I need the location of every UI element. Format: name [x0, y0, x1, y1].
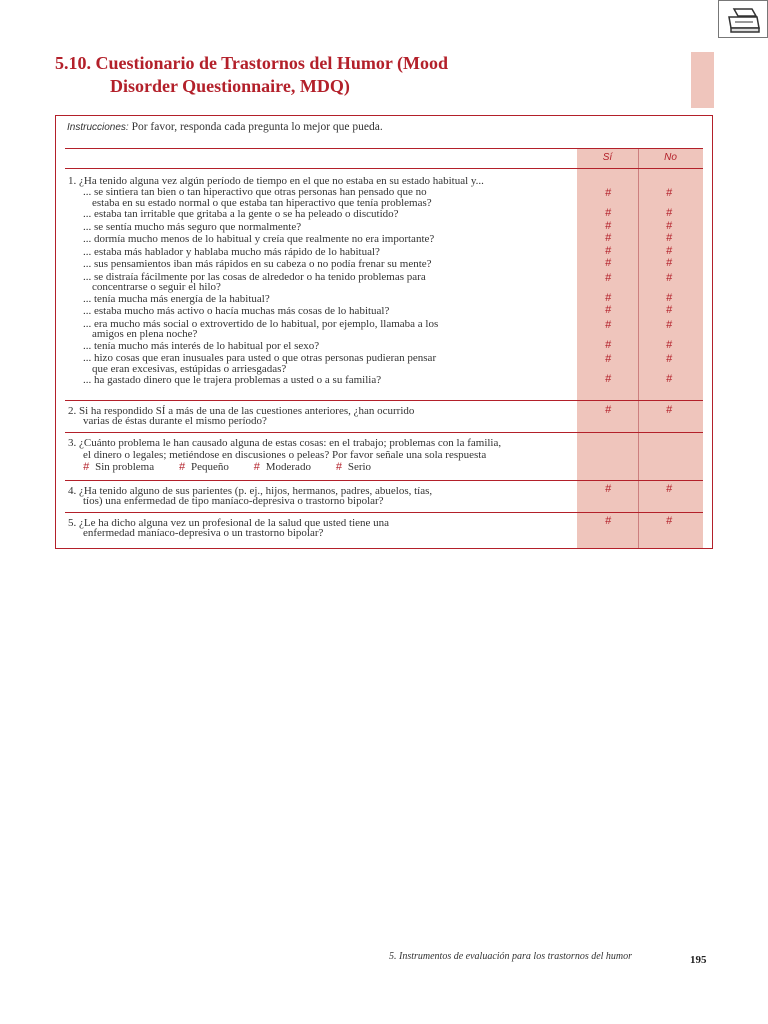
q1-item-text-continuation: concentrarse o seguir el hilo?	[92, 281, 221, 293]
q1-item-12-no-checkbox[interactable]: #	[665, 353, 673, 365]
q1-item-text-continuation: estaba en su estado normal o que estaba tan hiperactivo que tenía problemas?	[92, 196, 432, 209]
q1-item-text: ... sus pensamientos iban más rápidos en su cabeza o no podía frenar su mente?	[83, 258, 432, 270]
q1-item-7-yes-checkbox[interactable]: #	[604, 271, 612, 284]
q1-item-text: ... ha gastado dinero que le trajera problemas a usted o a su familia?	[83, 374, 382, 386]
q1-item-8-no-checkbox[interactable]: #	[665, 291, 673, 304]
q3-option-4[interactable]: # Serio	[335, 461, 372, 473]
printer-icon	[726, 6, 762, 34]
q1-item-1-no-checkbox[interactable]: #	[665, 187, 673, 199]
divider	[65, 432, 703, 433]
q3-option-1[interactable]: # Sin problema	[83, 461, 155, 473]
title-line-2: Disorder Questionnaire, MDQ)	[110, 76, 350, 96]
question-1-text: 1. ¿Ha tenido alguna vez algún período de tiempo en el que no estaba en su estado habitual y...	[68, 175, 484, 187]
questionnaire-box	[55, 115, 713, 549]
instructions-text: Por favor, responda cada pregunta lo mejor que pueda.	[128, 121, 383, 133]
q1-item-5-no-checkbox[interactable]: #	[665, 244, 673, 257]
q3-option-3[interactable]: # Moderado	[253, 461, 311, 473]
question-5-line-1: 5. ¿Le ha dicho alguna vez un profesional de la salud que usted tiene una	[68, 517, 390, 529]
print-button[interactable]	[718, 0, 768, 38]
divider	[65, 400, 703, 401]
q1-item-text-continuation: que eran excesivas, estúpidas o arriesgadas?	[92, 362, 287, 375]
footer-chapter-title: 5. Instrumentos de evaluación para los trastornos del humor	[389, 951, 633, 962]
q1-item-text: ... se distraía fácilmente por las cosas de alrededor o ha tenido problemas para	[83, 270, 426, 283]
question-2-line-1: 2. Si ha respondido SÍ a más de una de las cuestiones anteriores, ¿han ocurrido	[68, 405, 415, 417]
divider	[65, 480, 703, 481]
question-2-line-2: varias de éstas durante el mismo período?	[83, 415, 267, 427]
q1-item-text: ... dormía mucho menos de lo habitual y creía que realmente no era importante?	[83, 233, 435, 245]
q1-item-3-no-checkbox[interactable]: #	[665, 219, 673, 232]
q1-item-text: ... hizo cosas que eran inusuales para usted o que otras personas pudieran pensar	[83, 352, 437, 364]
q1-item-2-yes-checkbox[interactable]: #	[604, 207, 612, 219]
chapter-side-tab	[691, 52, 714, 108]
q1-item-2-no-checkbox[interactable]: #	[665, 207, 673, 219]
q1-item-7-no-checkbox[interactable]: #	[665, 271, 673, 284]
instructions	[67, 121, 383, 133]
q1-item-3-yes-checkbox[interactable]: #	[604, 219, 612, 232]
q1-item-text: ... tenía mucho más interés de lo habitual por el sexo?	[83, 339, 320, 352]
q2-yes-checkbox[interactable]: #	[604, 404, 612, 416]
page-number: 195	[690, 954, 707, 966]
q1-item-text: ... estaba mucho más activo o hacía muchas más cosas de lo habitual?	[83, 305, 390, 317]
q1-item-4-no-checkbox[interactable]: #	[665, 232, 673, 244]
q1-item-8-yes-checkbox[interactable]: #	[604, 291, 612, 304]
q1-item-11-no-checkbox[interactable]: #	[665, 338, 673, 351]
column-header-yes: Sí	[602, 152, 613, 163]
q1-item-13-yes-checkbox[interactable]: #	[604, 373, 612, 385]
q1-item-text: ... se sintiera tan bien o tan hiperactivo que otras personas han pensado que no	[83, 186, 427, 198]
q1-item-10-no-checkbox[interactable]: #	[665, 318, 673, 331]
question-3-line-1: 3. ¿Cuánto problema le han causado alguna de estas cosas: en el trabajo; problemas con la familia,	[68, 437, 502, 449]
column-header-no: No	[664, 152, 677, 163]
q1-item-text: ... estaba más hablador y hablaba mucho más rápido de lo habitual?	[83, 245, 380, 258]
q4-no-checkbox[interactable]: #	[665, 483, 673, 495]
q4-yes-checkbox[interactable]: #	[604, 483, 612, 495]
divider	[65, 512, 703, 513]
divider	[65, 168, 703, 169]
q3-option-2[interactable]: # Pequeño	[178, 461, 229, 473]
question-4-line-2: tíos) una enfermedad de tipo maníaco-depresiva o trastorno bipolar?	[83, 495, 384, 507]
title-line-1: 5.10. Cuestionario de Trastornos del Humor (Mood	[55, 53, 449, 73]
q5-no-checkbox[interactable]: #	[665, 515, 673, 527]
q1-item-12-yes-checkbox[interactable]: #	[604, 353, 612, 365]
q1-item-4-yes-checkbox[interactable]: #	[604, 232, 612, 244]
instructions-label: Instrucciones:	[67, 122, 129, 133]
page-title	[55, 52, 675, 98]
q1-item-9-no-checkbox[interactable]: #	[665, 304, 673, 316]
q1-item-6-yes-checkbox[interactable]: #	[604, 257, 612, 269]
question-3-line-2: el dinero o legales; metiéndose en discusiones o peleas? Por favor señale una sola respuesta	[83, 449, 487, 461]
q1-item-9-yes-checkbox[interactable]: #	[604, 304, 612, 316]
q1-item-1-yes-checkbox[interactable]: #	[604, 187, 612, 199]
q1-item-text: ... se sentía mucho más seguro que normalmente?	[83, 220, 302, 233]
q5-yes-checkbox[interactable]: #	[604, 515, 612, 527]
divider	[65, 148, 703, 149]
q1-item-13-no-checkbox[interactable]: #	[665, 373, 673, 385]
q1-item-text: ... tenía mucha más energía de la habitual?	[83, 292, 270, 305]
q1-item-text-continuation: amigos en plena noche?	[92, 328, 198, 340]
q1-item-10-yes-checkbox[interactable]: #	[604, 318, 612, 331]
q2-no-checkbox[interactable]: #	[665, 404, 673, 416]
question-5-line-2: enfermedad maníaco-depresiva o un trastorno bipolar?	[83, 527, 324, 539]
question-4-line-1: 4. ¿Ha tenido alguno de sus parientes (p. ej., hijos, hermanos, padres, abuelos, tías,	[68, 485, 433, 497]
q1-item-5-yes-checkbox[interactable]: #	[604, 244, 612, 257]
q3-options	[83, 462, 393, 473]
q1-item-6-no-checkbox[interactable]: #	[665, 257, 673, 269]
q1-item-11-yes-checkbox[interactable]: #	[604, 338, 612, 351]
q1-item-text: ... estaba tan irritable que gritaba a la gente o se ha peleado o discutido?	[83, 208, 399, 220]
q1-item-text: ... era mucho más social o extrovertido de lo habitual, por ejemplo, llamaba a los	[83, 317, 439, 330]
